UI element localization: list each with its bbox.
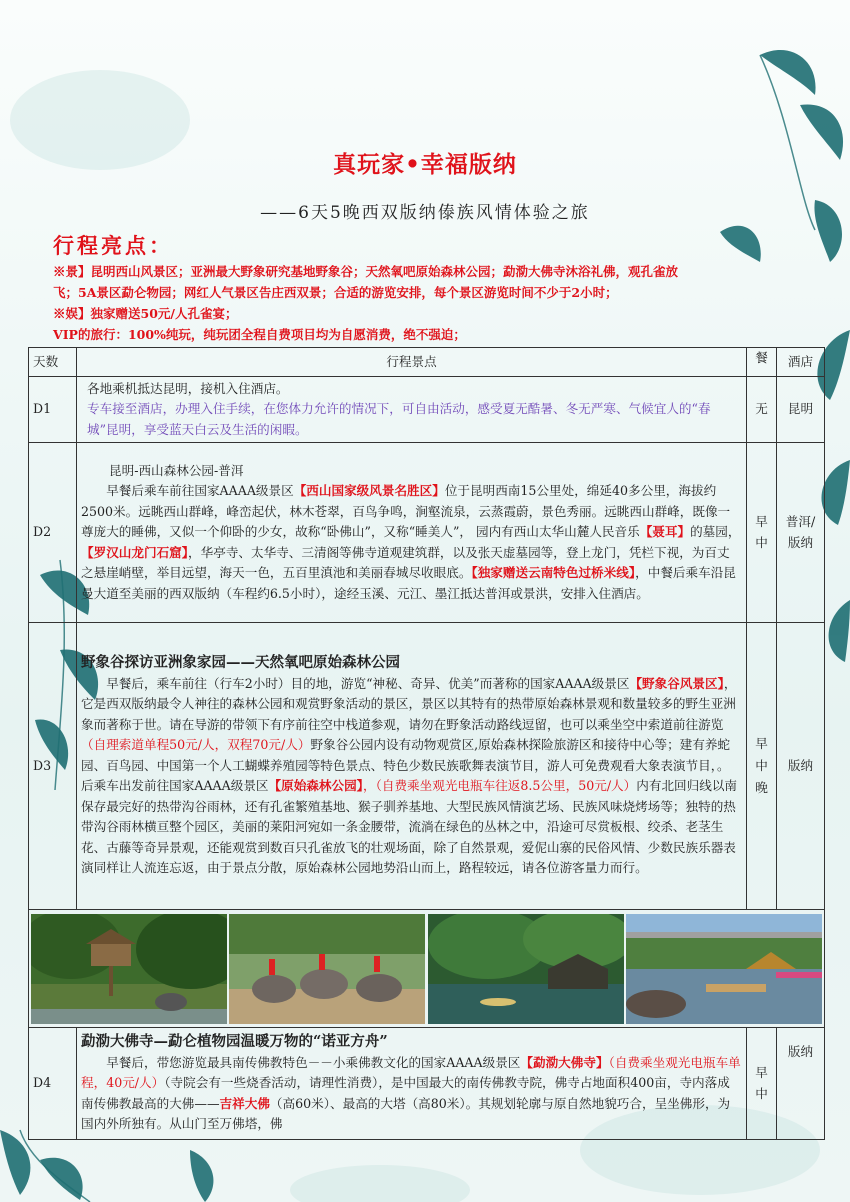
- highlight-line: VIP的旅行：100%纯玩，纯玩团全程自费项目均为自愿消费，绝不强迫；: [53, 327, 466, 342]
- header-content: 行程景点: [77, 348, 747, 377]
- highlight-run: 吉祥大佛: [219, 1095, 270, 1111]
- hotel-cell: 版纳: [777, 1028, 825, 1140]
- day-label: D2: [29, 443, 77, 623]
- rainforest-river-photo: [428, 914, 624, 1024]
- highlight-run: 【原始森林公园】: [268, 778, 363, 794]
- photo-row: [29, 910, 825, 1028]
- text-run: ，中餐后乘车沿昆曼大道至美丽的西双版纳（车程约6.5小时），途经玉溪、元江、墨江抵达普洱或景洪，安排入住酒店。: [81, 565, 736, 601]
- text-run: ，华亭寺、太华寺、三清阁等佛寺道观建筑群，以及张天虚墓园等，登上龙门，凭栏下视，为百丈之悬崖峭壁，举目远望，海天一色，五百里滇池和美丽春城尽收眼底。: [81, 544, 730, 581]
- highlight-run: 【罗汉山龙门石窟】: [81, 544, 189, 560]
- d3-title: 野象谷探访亚洲象家园——天然氧吧原始森林公园: [81, 654, 400, 672]
- text-run: 早餐后，乘车前往（行车2小时）目的地，游览“神秘、奇异、优美”而著称的国家AAAA级景区: [106, 675, 630, 691]
- text-run: （寺院会有一些烧香活动，请理性消费），是中国最大的南传佛教寺院，佛寺占地面积400亩，寺内落成南传佛教最高的大佛——: [81, 1075, 730, 1111]
- day-label: D4: [29, 1028, 77, 1140]
- day-content: [77, 443, 747, 623]
- day-content: [77, 623, 747, 910]
- table-row: [29, 623, 825, 910]
- text-run: 位于昆明西南15公里处，绵延40多公里，海拔约2500米。远眺西山群峰，峰峦起伏，林木苍翠，百鸟争鸣，涧壑流泉，云蒸霞蔚，景色秀丽。远眺西山群峰，既像一尊庞大的睡佛，又似一个仰卧的少女，故称“卧佛山”，又称“睡美人”， 园内有西山太华山麓人民音乐: [81, 483, 731, 540]
- highlight-line: 飞；5A景区勐仑物园；网红人气景区告庄西双景；合适的游览安排，每个景区游览时间不少于2小时；: [53, 285, 618, 300]
- photo-strip: [29, 910, 825, 1028]
- d2-title: 昆明-西山森林公园-普洱: [109, 462, 244, 478]
- day-content: [77, 1028, 747, 1140]
- day-content: [77, 377, 747, 443]
- highlight-run: ，（自费乘坐观光电瓶车往返8.5公里，50元/人）: [362, 778, 637, 794]
- highlight-line: ※娱】独家赠送50元/人孔雀宴；: [53, 306, 238, 321]
- table-row: [29, 1028, 825, 1140]
- text-run: 早餐后乘车前往国家AAAA级景区: [106, 483, 294, 499]
- table-header-row: [29, 348, 825, 377]
- table-row: [29, 377, 825, 443]
- header-meal: 餐: [747, 348, 777, 377]
- lake-village-photo: [626, 914, 822, 1024]
- day-label: D1: [29, 377, 77, 443]
- table-row: [29, 443, 825, 623]
- d4-title: 勐泐大佛寺—勐仑植物园温暖万物的“诺亚方舟”: [81, 1033, 388, 1051]
- meal-cell: 早中晚: [747, 623, 777, 910]
- highlight-run: 【聂耳】: [639, 524, 691, 540]
- hotel-cell: 版纳: [777, 623, 825, 910]
- highlight-run: 【独家赠送云南特色过桥米线】: [471, 565, 636, 581]
- highlight-line: ※景】昆明西山风景区；亚洲最大野象研究基地野象谷；天然氧吧原始森林公园；勐泐大佛寺沐浴礼佛，观孔雀放: [53, 264, 679, 279]
- text-run: （高60米）、最高的大塔（高80米）。其规划轮廓与原自然地貌巧合，呈坐佛形，为国内外所独有。从山门至万佛塔，佛: [81, 1095, 731, 1132]
- day-label: D3: [29, 623, 77, 910]
- text-run: ，它是西双版纳最令人神往的森林公园和观赏野象活动的景区，景区以其特有的热带原始森林景观和数量较多的野生亚洲象而著称于世。请在导游的带领下有序前往空中栈道参观，请勿在野象活动路线逗留，也可以乘坐空中索道前往游览: [81, 675, 737, 732]
- highlight-run: 【西山国家级风景名胜区】: [293, 483, 445, 499]
- text-run: 野象谷公园内设有动物观赏区,原始森林探险旅游区和接待中心等；建有养蛇园、百鸟园、中国第一个人工蝴蝶养殖园等特色景点、特色少数民族歌舞表演节目，游人可免费观看大象表演节目，。后乘车出发前往国家AAAA级景区: [81, 737, 731, 794]
- d1-line1: 各地乘机抵达昆明，接机入住酒店。: [87, 380, 289, 396]
- hotel-cell: 普洱/版纳: [777, 443, 825, 623]
- highlight-run: 【勐泐大佛寺】: [520, 1054, 609, 1070]
- d3-paragraph: [81, 674, 742, 879]
- text-run: 早餐后，带您游览最具南传佛教特色－－小乘佛教文化的国家AAAA级景区: [106, 1054, 521, 1070]
- meal-cell: 早中: [747, 1028, 777, 1140]
- highlight-run: （自费乘坐观光电瓶车单程，40元/人）: [81, 1054, 741, 1091]
- page-title: 真玩家•幸福版纳: [333, 151, 517, 178]
- highlights-heading: 行程亮点：: [53, 233, 173, 258]
- highlight-run: （自理索道单程50元/人，双程70元/人）: [81, 737, 311, 753]
- highlight-run: 【野象谷风景区】: [629, 675, 724, 691]
- header-day: 天数: [29, 348, 77, 377]
- meal-cell: 无: [747, 377, 777, 443]
- elephant-show-photo: [229, 914, 425, 1024]
- hotel-cell: 昆明: [777, 377, 825, 443]
- treehouse-elephant-photo: [31, 914, 227, 1024]
- page-subtitle: ——6天5晚西双版纳傣族风情体验之旅: [260, 203, 590, 223]
- text-run: 内有北回归线以南保存最完好的热带沟谷雨林，还有孔雀繁殖基地、猴子驯养基地、大型民族风情演艺场、民族风味烧烤场等；独特的热带沟谷雨林横亘整个园区，美丽的莱阳河宛如一条金腰带，流淌在绿色的丛林之中，沿途可尽赏板根、绞杀、老茎生花、古藤等奇异景观，还能观赏到数百只孔雀放飞的壮观场面，除了自然景观，爱伲山寨的民俗风情、少数民族乐器表演同样让人流连忘返，由于景点分散，原始森林公园地势沿山而上，路程较远，请各位游客量力而行。: [81, 778, 737, 876]
- meal-cell: 早中: [747, 443, 777, 623]
- text-run: 的墓园，: [690, 524, 741, 540]
- d4-paragraph: [81, 1053, 742, 1135]
- itinerary-table: [28, 347, 825, 1140]
- d2-paragraph: [81, 481, 742, 604]
- header-hotel: 酒店: [777, 348, 825, 377]
- d1-line2: 专车接至酒店，办理入住手续，在您体力允许的情况下，可自由活动，感受夏无酷暑、冬无严寒、气候宜人的“春城”昆明，享受蓝天白云及生活的闲暇。: [87, 401, 711, 437]
